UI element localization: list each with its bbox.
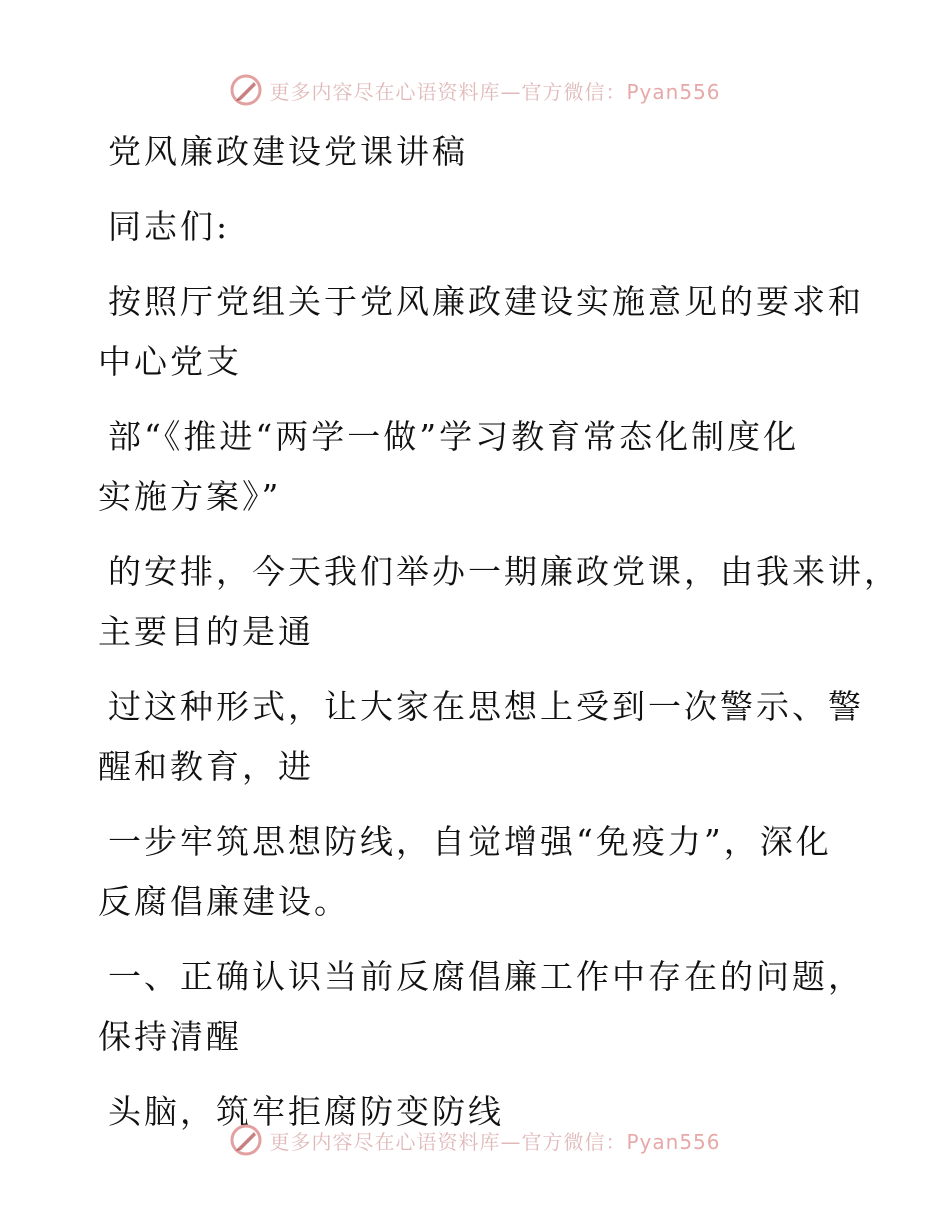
watermark-text: 更多内容尽在心语资料库—官方微信：Pyan556 [269, 79, 721, 104]
greeting: 同志们: [108, 207, 231, 246]
document-title: 党风廉政建设党课讲稿 [108, 132, 468, 171]
header-watermark-banner [0, 70, 950, 110]
paragraph-2: 部“《推进“两学一做”学习教育常态化制度化 实施方案》” [98, 417, 800, 516]
section-heading-1: 一、正确认识当前反腐倡廉工作中存在的问题， 保持清醒 [98, 957, 864, 1056]
section-heading-1-cont: 头脑，筑牢拒腐防变防线 [108, 1092, 504, 1131]
quill-pen-logo-icon [229, 73, 263, 107]
watermark-handle: Pyan556 [626, 1129, 721, 1154]
document-body [98, 122, 900, 1157]
paragraph-5: 一步牢筑思想防线，自觉增强“免疫力”，深化 反腐倡廉建设。 [98, 822, 832, 921]
paragraph-3: 的安排，今天我们举办一期廉政党课，由我来讲， 主要目的是通 [98, 552, 900, 651]
watermark-text: 更多内容尽在心语资料库—官方微信：Pyan556 [269, 1129, 721, 1154]
footer-watermark-banner [0, 1120, 950, 1160]
paragraph-1: 按照厅党组关于党风廉政建设实施意见的要求和 中心党支 [98, 282, 864, 381]
paragraph-4: 过这种形式，让大家在思想上受到一次警示、警 醒和教育，进 [98, 687, 864, 786]
watermark-handle: Pyan556 [626, 79, 721, 104]
quill-pen-logo-icon [229, 1123, 263, 1157]
